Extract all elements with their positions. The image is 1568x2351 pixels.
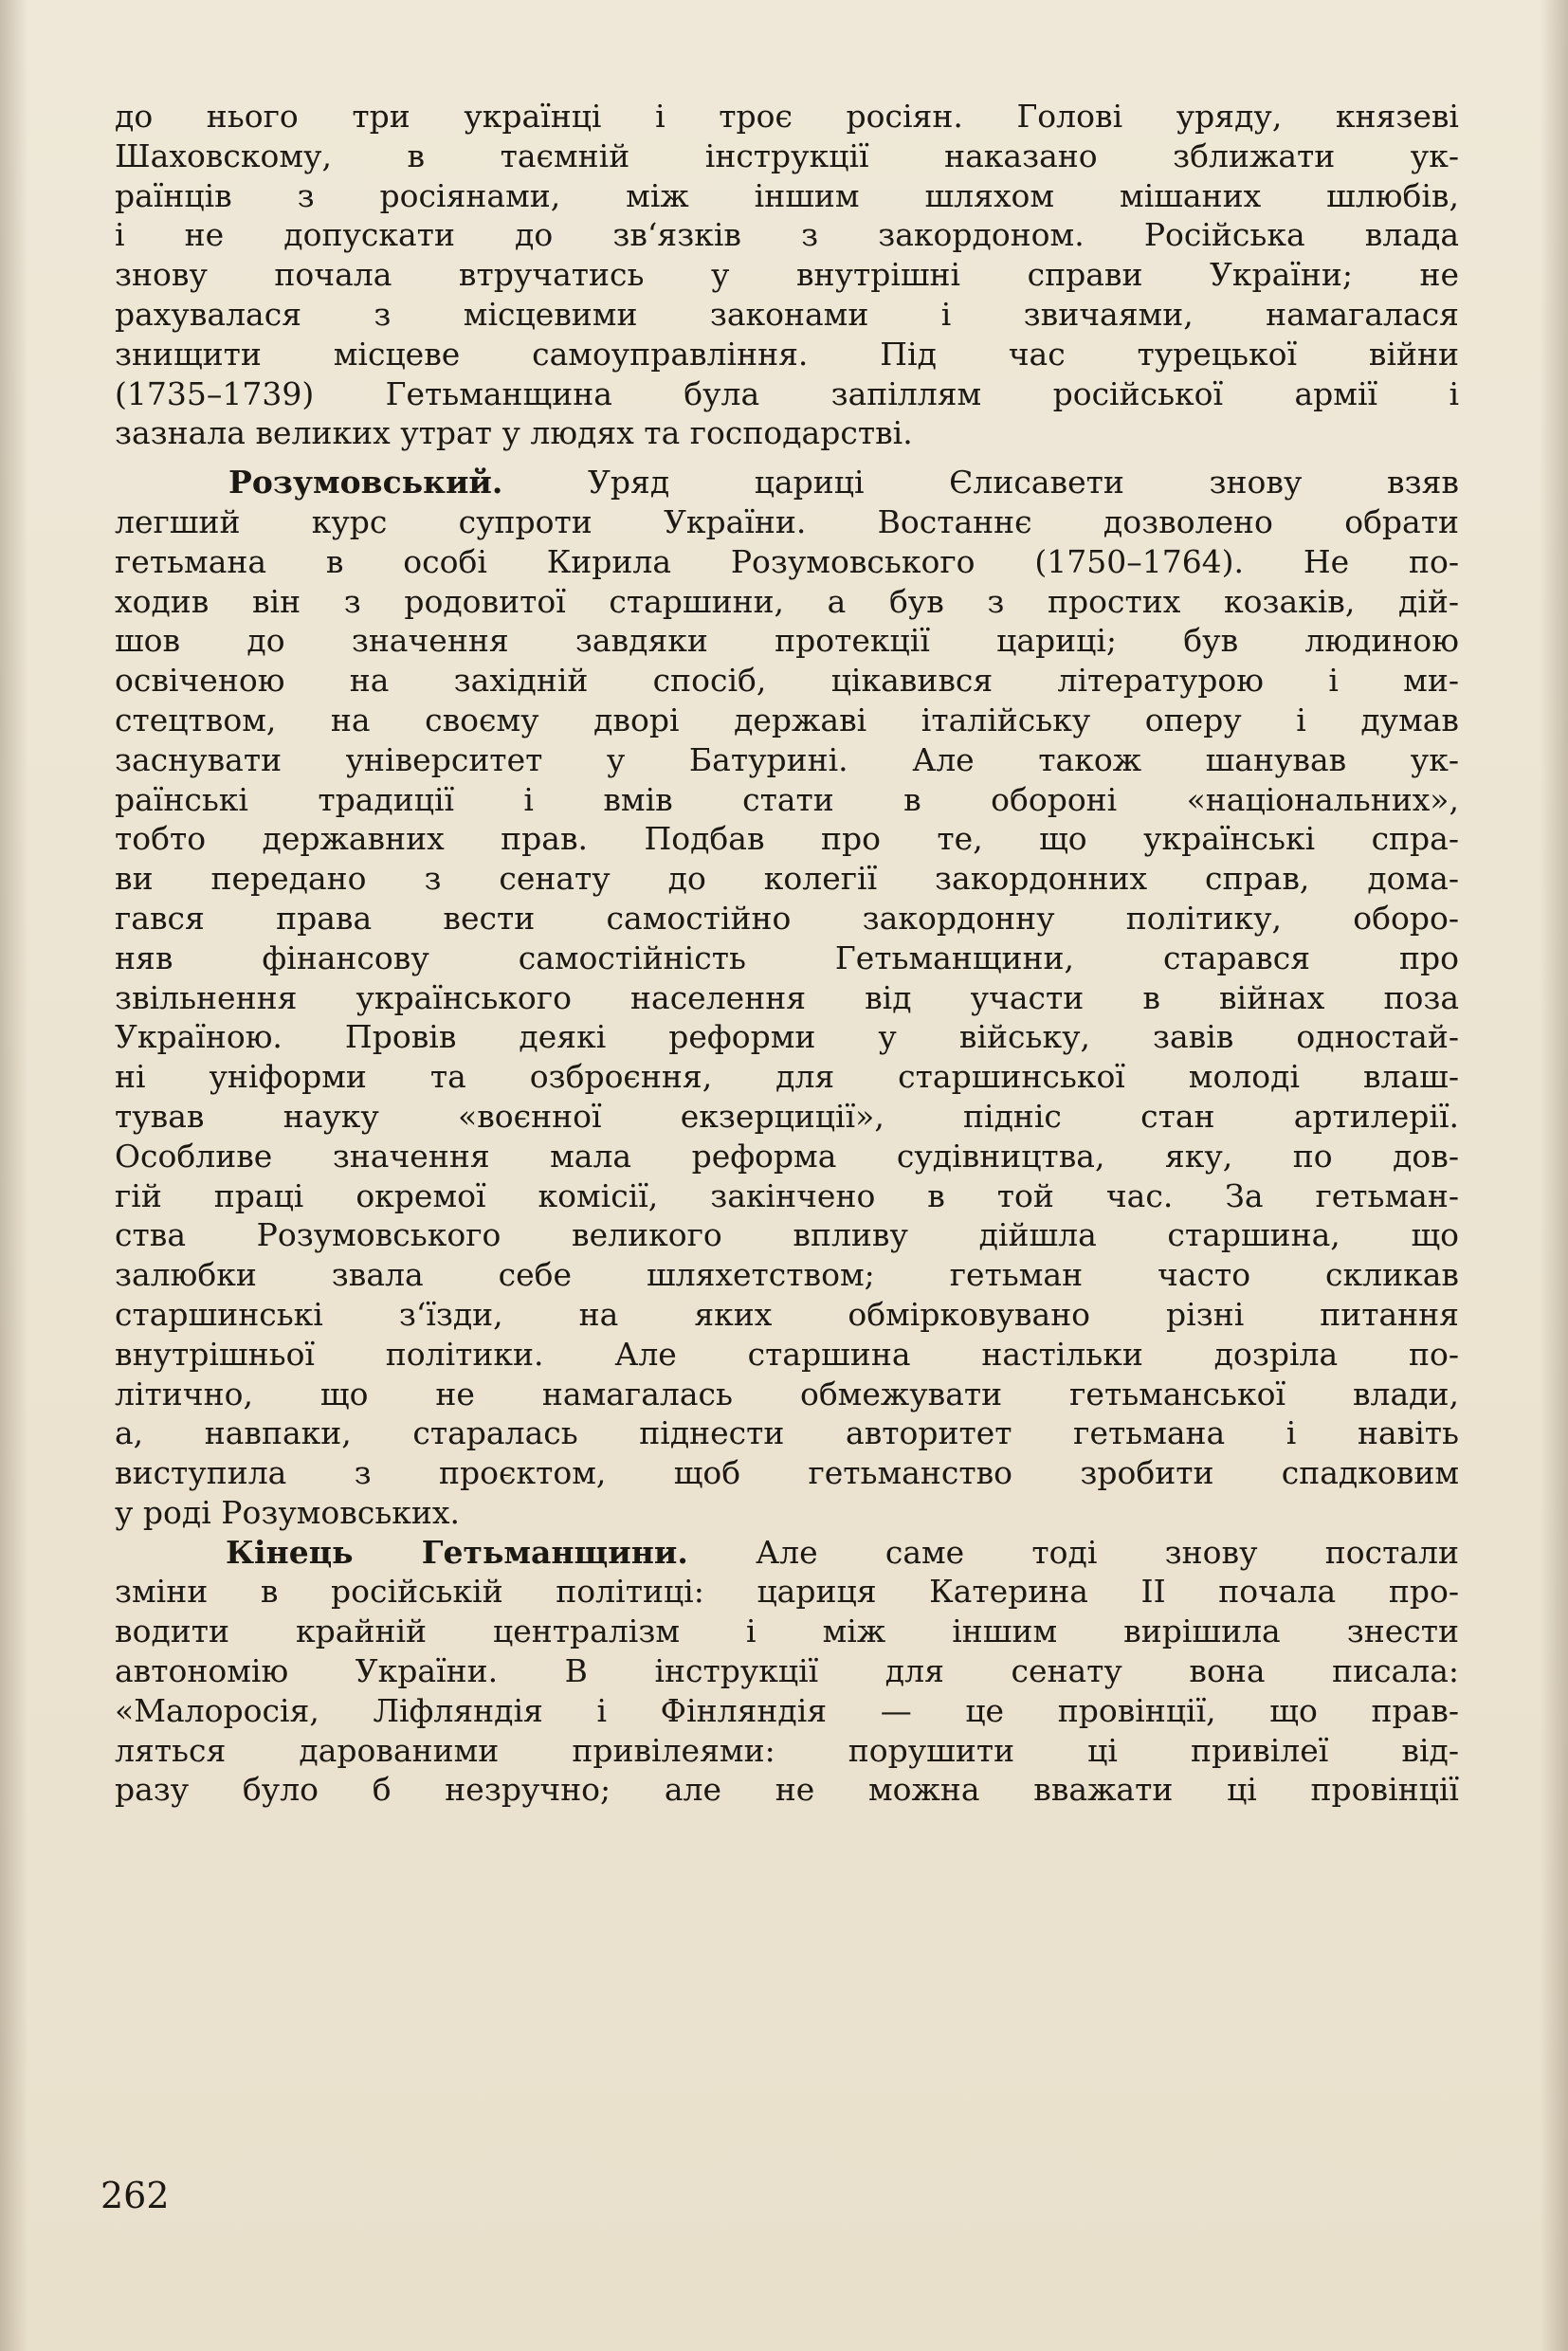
text-line: внутрішньої політики. Але старшина настільки дозріла по- — [115, 1335, 1459, 1373]
body-text — [115, 97, 1459, 1810]
text-line-content: Уряд цариці Єлисавети знову взяв — [588, 464, 1459, 501]
text-line: шов до значення завдяки протекції цариці; був людиною — [115, 622, 1459, 660]
text-line: ляться дарованими привілеями: порушити ці привілеї від- — [115, 1731, 1459, 1769]
text-line: літично, що не намагалась обмежувати гетьманської влади, — [115, 1375, 1459, 1412]
paragraph-intro — [115, 97, 1459, 453]
text-line: знищити місцеве самоуправління. Під час турецької війни — [115, 335, 1459, 373]
text-line: освіченою на західній спосіб, цікавився літературою і ми- — [115, 662, 1459, 700]
text-line-with-heading — [115, 1533, 1459, 1573]
text-line: звільнення українського населення від участи в війнах поза — [115, 978, 1459, 1016]
paragraph-rozumovsky — [115, 463, 1459, 1533]
text-line: гій праці окремої комісії, закінчено в той час. За гетьман- — [115, 1176, 1459, 1214]
text-line: легший курс супроти України. Востаннє дозволено обрати — [115, 502, 1459, 540]
text-line: виступила з проєктом, щоб гетьманство зробити спадковим — [115, 1454, 1459, 1492]
text-line: автономію України. В інструкції для сенату вона писала: — [115, 1652, 1459, 1690]
text-line: Шаховскому, в таємній інструкції наказано зближати ук- — [115, 137, 1459, 174]
text-line: тобто державних прав. Подбав про те, що українські спра- — [115, 820, 1459, 858]
text-line-with-heading — [115, 463, 1459, 502]
text-line: і не допускати до зв‘язків з закордоном. Російська влада — [115, 216, 1459, 254]
text-line: гався права вести самостійно закордонну політику, оборо- — [115, 899, 1459, 937]
text-line: зміни в російській політиці: цариця Катерина II почала про- — [115, 1573, 1459, 1611]
text-line: (1735–1739) Гетьманщина була запіллям російської армії і — [115, 374, 1459, 412]
text-line: ви передано з сенату до колегії закордонних справ, дома- — [115, 860, 1459, 898]
text-line: ні уніформи та озброєння, для старшинської молоді влаш- — [115, 1058, 1459, 1096]
text-line: зазнала великих утрат у людях та господарстві. — [115, 414, 913, 452]
text-line: водити крайній централізм і між іншим вирішила знести — [115, 1613, 1459, 1650]
text-line: «Малоросія, Ліфляндія і Фінляндія — це провінції, що прав- — [115, 1691, 1459, 1729]
text-line: рахувалася з місцевими законами і звичаями, намагалася — [115, 295, 1459, 333]
paragraph-end-of-hetmanate — [115, 1533, 1459, 1811]
section-heading-rozumovsky: Розумовський. — [228, 464, 503, 501]
text-line: стецтвом, на своєму дворі державі італійську оперу і думав — [115, 701, 1459, 738]
text-line: тував науку «воєнної екзерциції», підніс стан артилерії. — [115, 1097, 1459, 1135]
text-line: ходив він з родовитої старшини, а був з простих козаків, дій- — [115, 582, 1459, 620]
text-line: няв фінансову самостійність Гетьманщини, старався про — [115, 939, 1459, 976]
section-heading-end-of-hetmanate: Кінець Гетьманщини. — [226, 1533, 688, 1571]
text-line: раїнців з росіянами, між іншим шляхом мішаних шлюбів, — [115, 176, 1459, 214]
text-line: раїнські традиції і вмів стати в обороні «національних», — [115, 780, 1459, 818]
text-line: ства Розумовського великого впливу дійшла старшина, що — [115, 1216, 1459, 1254]
text-line: Особливе значення мала реформа судівництва, яку, по дов- — [115, 1137, 1459, 1175]
text-line: залюбки звала себе шляхетством; гетьман часто скликав — [115, 1256, 1459, 1294]
page-number: 262 — [100, 2175, 170, 2216]
text-line: гетьмана в особі Кирила Розумовського (1750–1764). Не по- — [115, 542, 1459, 580]
text-line: знову почала втручатись у внутрішні справи України; не — [115, 256, 1459, 294]
text-line: разу було б незручно; але не можна вважати ці провінції — [115, 1771, 1459, 1809]
text-line: а, навпаки, старалась піднести авторитет гетьмана і навіть — [115, 1414, 1459, 1452]
text-line: заснувати університет у Батурині. Але також шанував ук- — [115, 740, 1459, 778]
text-line-content: Але саме тоді знову постали — [756, 1533, 1459, 1571]
text-line: старшинські з‘їзди, на яких обмірковувано різні питання — [115, 1295, 1459, 1333]
text-line: у роді Розумовських. — [115, 1493, 461, 1531]
text-line: до нього три українці і троє росіян. Голові уряду, князеві — [115, 98, 1459, 135]
page-edge-shadow-left — [0, 0, 28, 2351]
text-line: Україною. Провів деякі реформи у війську, завів одностай- — [115, 1018, 1459, 1056]
page-edge-shadow-right — [1540, 0, 1568, 2351]
